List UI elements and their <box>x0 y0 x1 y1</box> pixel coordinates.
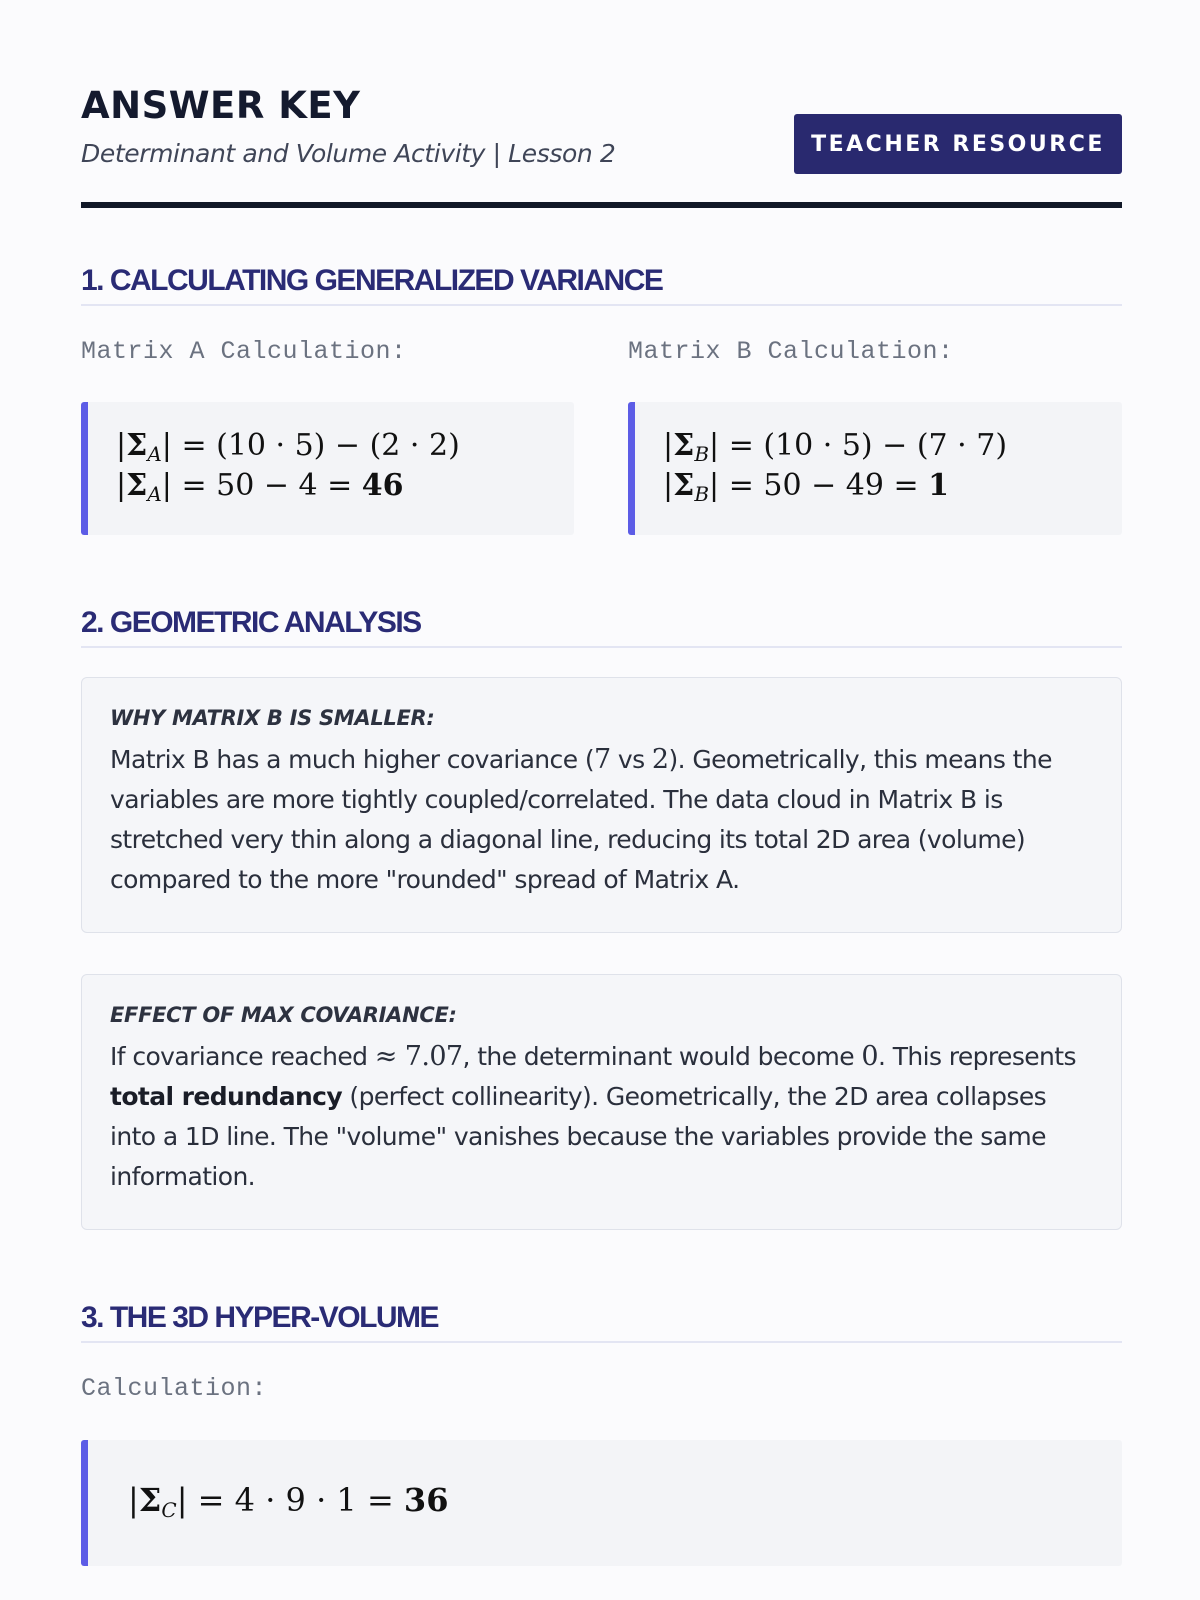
page-subtitle: Determinant and Volume Activity | Lesson 2 <box>81 139 616 168</box>
header <box>81 0 1122 208</box>
matrix-a-label: Matrix A Calculation: <box>81 337 407 366</box>
matrix-b-line-2: $|\Sigma_B| = 50 - 49 = 1$ <box>663 468 950 506</box>
page-title: ANSWER KEY <box>81 84 361 127</box>
matrix-a-calc-box <box>81 402 574 535</box>
card-2-title: EFFECT OF MAX COVARIANCE: <box>110 1003 457 1027</box>
matrix-b-result: 1 <box>928 468 950 503</box>
teacher-resource-badge: TEACHER RESOURCE <box>794 114 1122 174</box>
card-1-text: Matrix B has a much higher covariance (7 vs 2). Geometrically, this means the variables are more tightly coupled/correlated. The data cloud in Matrix B is stretched very thin along a diagonal line, reducing its total 2D area (volume) compared to the more "rounded" spread of Matrix A. <box>110 744 1052 894</box>
hyper-volume-result: 36 <box>403 1481 449 1519</box>
matrix-b-line-1: $|\Sigma_B| = (10 \cdot 5) - (7 \cdot 7)$ <box>663 428 1008 466</box>
section-3-heading: 3. THE 3D HYPER-VOLUME <box>81 1301 1122 1343</box>
hyper-volume-calc-box <box>81 1440 1122 1566</box>
calculation-label: Calculation: <box>81 1374 268 1403</box>
hyper-volume-line: $|\Sigma_C| = 4 \cdot 9 \cdot 1 = 36$ <box>128 1481 449 1522</box>
why-matrix-b-smaller-card <box>81 677 1122 933</box>
max-covariance-card <box>81 974 1122 1230</box>
matrix-a-line-1: $|\Sigma_A| = (10 \cdot 5) - (2 \cdot 2)$ <box>116 428 460 466</box>
card-1-title: WHY MATRIX B IS SMALLER: <box>110 706 435 730</box>
matrix-a-result: 46 <box>361 468 404 503</box>
card-2-text: If covariance reached ≈ 7.07, the determinant would become 0. This represents total redundancy (perfect collinearity). Geometrically, the 2D area collapses into a 1D line. The "volume" vanishes because the variables provide the same information. <box>110 1041 1076 1191</box>
answer-key-page <box>81 0 1122 1522</box>
section-1-heading: 1. CALCULATING GENERALIZED VARIANCE <box>81 264 1122 306</box>
matrix-b-calc-box <box>628 402 1122 535</box>
matrix-b-label: Matrix B Calculation: <box>628 337 954 366</box>
section-2-heading: 2. GEOMETRIC ANALYSIS <box>81 606 1122 648</box>
matrix-a-line-2: $|\Sigma_A| = 50 - 4 = 46$ <box>116 468 404 506</box>
